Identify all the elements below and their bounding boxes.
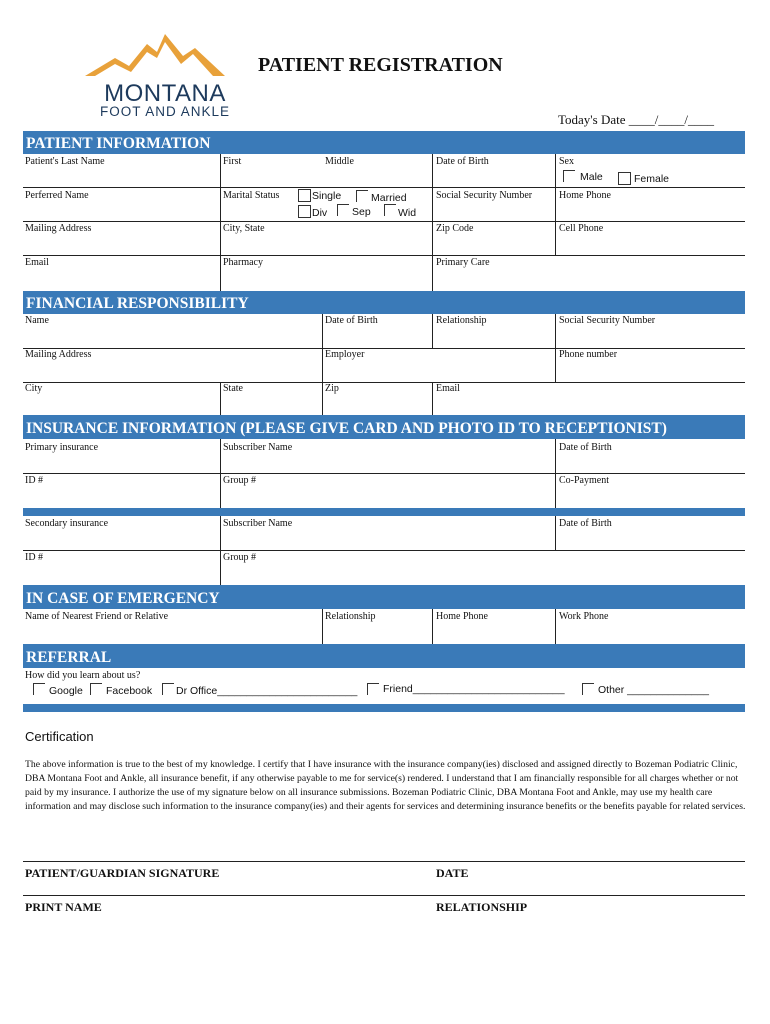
print-name-field[interactable]: PRINT NAME xyxy=(25,900,102,914)
female-label: Female xyxy=(634,173,670,185)
home-phone-field[interactable]: Home Phone xyxy=(559,190,611,201)
marital-status-label: Marital Status xyxy=(223,190,280,201)
fin-city-field[interactable]: City xyxy=(25,383,43,394)
em-home-phone-field[interactable]: Home Phone xyxy=(436,611,488,622)
city-state-field[interactable]: City, State xyxy=(223,223,265,234)
fin-name-field[interactable]: Name xyxy=(25,315,49,326)
section-emergency xyxy=(23,585,745,609)
preferred-name-field[interactable]: Perferred Name xyxy=(25,190,89,201)
wid-label: Wid xyxy=(398,207,417,219)
brand-subtitle: FOOT AND ANKLE xyxy=(99,104,231,119)
secondary-insurance-field[interactable]: Secondary insurance xyxy=(25,518,109,529)
email-field[interactable]: Email xyxy=(25,257,49,268)
wid-checkbox[interactable] xyxy=(384,204,396,216)
section-title: FINANCIAL RESPONSIBILITY xyxy=(26,295,249,312)
cell-phone-field[interactable]: Cell Phone xyxy=(559,223,604,234)
signature-relationship-field[interactable]: RELATIONSHIP xyxy=(436,900,528,914)
referral-divider xyxy=(23,704,745,712)
sep-label: Sep xyxy=(352,206,371,218)
nearest-relative-field[interactable]: Name of Nearest Friend or Relative xyxy=(25,611,169,622)
male-label: Male xyxy=(580,171,603,183)
friend-checkbox[interactable] xyxy=(367,683,379,695)
facebook-checkbox[interactable] xyxy=(90,683,102,695)
fin-phone-field[interactable]: Phone number xyxy=(559,349,618,360)
brand-name: MONTANA xyxy=(104,80,226,107)
section-referral xyxy=(23,644,745,668)
ins-id-field[interactable]: ID # xyxy=(25,475,44,486)
todays-date-field[interactable]: Today's Date ____/____/____ xyxy=(558,112,714,127)
page-title: PATIENT REGISTRATION xyxy=(258,54,503,76)
ssn-field[interactable]: Social Security Number xyxy=(436,190,533,201)
fin-relationship-field[interactable]: Relationship xyxy=(436,315,487,326)
fin-mailing-field[interactable]: Mailing Address xyxy=(25,349,92,360)
married-label: Married xyxy=(371,192,407,204)
other-checkbox[interactable] xyxy=(582,683,594,695)
married-checkbox[interactable] xyxy=(356,190,368,202)
certification-text: The above information is true to the best of my knowledge. I certify that I have insurance with the insurance company(ies) disclosed and assigned directly to Bozeman Podiatric Clinic, DBA Montana Foot and Ankle, all insurance benefit, if any otherwise payable to me for service(s) rendered. I understand that I am financially responsible for all charges whether or not paid by my insurance. I authorize the use of my signature below on all insurance submissions. Bozeman Podiatric Clinic, DBA Montana Foot and Ankle, may use my health care information and may disclose such information to the insurance company(ies) and their agents for services and determining insurance benefits or the benefits payable for related services. xyxy=(25,759,746,812)
first-name-field[interactable]: First xyxy=(223,156,242,167)
fin-employer-field[interactable]: Employer xyxy=(325,349,365,360)
ins-dob-2-field[interactable]: Date of Birth xyxy=(559,518,612,529)
section-patient-information xyxy=(23,131,745,154)
sep-checkbox[interactable] xyxy=(337,204,349,216)
facebook-label: Facebook xyxy=(106,685,153,697)
section-insurance-information xyxy=(23,415,745,439)
mountain-logo-icon xyxy=(85,32,235,80)
friend-label[interactable]: Friend__________________________ xyxy=(383,683,565,695)
single-label: Single xyxy=(312,190,342,202)
signature-date-field[interactable]: DATE xyxy=(436,866,469,880)
male-checkbox[interactable] xyxy=(563,170,575,182)
section-title: INSURANCE INFORMATION (PLEASE GIVE CARD AND PHOTO ID TO RECEPTIONIST) xyxy=(26,420,667,437)
section-financial-responsibility xyxy=(23,291,745,314)
section-title: IN CASE OF EMERGENCY xyxy=(26,590,220,607)
primary-insurance-field[interactable]: Primary insurance xyxy=(25,442,99,453)
section-title: REFERRAL xyxy=(26,649,112,666)
fin-email-field[interactable]: Email xyxy=(436,383,460,394)
fin-ssn-field[interactable]: Social Security Number xyxy=(559,315,656,326)
fin-zip-field[interactable]: Zip xyxy=(325,383,339,394)
subscriber-name-2-field[interactable]: Subscriber Name xyxy=(223,518,293,529)
ins-id-2-field[interactable]: ID # xyxy=(25,552,44,563)
pharmacy-field[interactable]: Pharmacy xyxy=(223,257,263,268)
mailing-address-field[interactable]: Mailing Address xyxy=(25,223,92,234)
last-name-field[interactable]: Patient's Last Name xyxy=(25,156,105,167)
dr-office-checkbox[interactable] xyxy=(162,683,174,695)
insurance-divider xyxy=(23,508,745,516)
google-checkbox[interactable] xyxy=(33,683,45,695)
ins-group-field[interactable]: Group # xyxy=(223,475,257,486)
subscriber-name-field[interactable]: Subscriber Name xyxy=(223,442,293,453)
sex-label: Sex xyxy=(559,156,574,167)
primary-care-field[interactable]: Primary Care xyxy=(436,257,490,268)
female-checkbox[interactable] xyxy=(618,172,631,185)
div-label: Div xyxy=(312,207,328,219)
other-label[interactable]: Other ______________ xyxy=(598,684,709,696)
referral-question: How did you learn about us? xyxy=(25,670,141,681)
zip-code-field[interactable]: Zip Code xyxy=(436,223,474,234)
div-checkbox[interactable] xyxy=(298,205,311,218)
em-relationship-field[interactable]: Relationship xyxy=(325,611,376,622)
patient-signature-field[interactable]: PATIENT/GUARDIAN SIGNATURE xyxy=(25,866,220,880)
fin-dob-field[interactable]: Date of Birth xyxy=(325,315,378,326)
copay-field[interactable]: Co-Payment xyxy=(559,475,609,486)
google-label: Google xyxy=(49,685,83,697)
dob-field[interactable]: Date of Birth xyxy=(436,156,489,167)
ins-group-2-field[interactable]: Group # xyxy=(223,552,257,563)
em-work-phone-field[interactable]: Work Phone xyxy=(559,611,609,622)
single-checkbox[interactable] xyxy=(298,189,311,202)
middle-name-field[interactable]: Middle xyxy=(325,156,354,167)
ins-dob-field[interactable]: Date of Birth xyxy=(559,442,612,453)
section-title: PATIENT INFORMATION xyxy=(26,135,211,152)
fin-state-field[interactable]: State xyxy=(223,383,243,394)
certification-heading: Certification xyxy=(25,729,94,744)
dr-office-label[interactable]: Dr Office________________________ xyxy=(176,685,358,697)
